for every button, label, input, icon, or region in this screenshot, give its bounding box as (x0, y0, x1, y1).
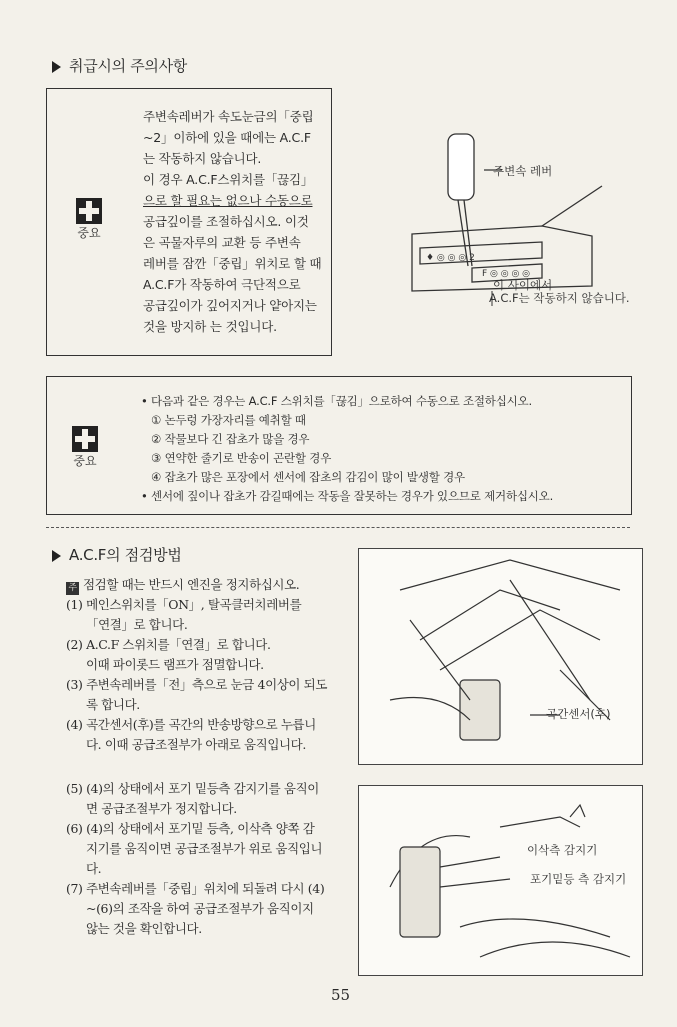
section-divider (46, 527, 630, 528)
manual-adjust-list: • 다음과 같은 경우는 A.C.F 스위치를「끊김」으로하여 수동으로 조절하십시오. ① 논두렁 가장자리를 예취할 때 ② 작물보다 긴 잡초가 많을 경우 ③ 연약한 줄기로 반송이 곤란할 경우 ④ 잡초가 많은 포장에서 센서에 잡초의 감김이 많이 발생할 경우 • 센서에 짚이나 잡초가 감길때에는 작동을 잘못하는 경우가 있으므로 제거하십시오. (141, 394, 554, 503)
page-number: 55 (331, 986, 351, 1004)
important-marker (76, 198, 102, 241)
svg-text:F ◎ ◎ ◎ ◎: F ◎ ◎ ◎ ◎ (482, 269, 531, 279)
note-icon: 주 (66, 582, 79, 595)
check-steps-part1: 주 점검할 때는 반드시 엔진을 정지하십시오. (1) 메인스위치를「ON」, 탈곡클러치레버를 「연결」로 합니다. (2) A.C.F 스위치를「연결」로 합니다. 이때 파이롯드 램프가 점멸합니다. (3) 주변속레버를「전」측으로 눈금 4이상이 되도 록 합니다. (4) 곡간센서(후)를 곡간의 반송방향으로 누릅니 다. 이때 공급조절부가 아래로 움직입니다. (66, 577, 328, 752)
cross-icon (76, 198, 102, 224)
rear-sensor-callout: 곡간센서(후) (546, 707, 611, 721)
precautions-paragraph: 주변속레버가 속도눈금의「중립 ~2」이하에 있을 때에는 A.C.F 는 작동하지 않습니다. 이 경우 A.C.F스위치를「끊김」 으로 할 필요는 없으나 수동으로 공급깊이를 조절하십시오. 이것 은 곡물자루의 교환 등 주변속 레버를 잠깐「중립」위치로 할 때 A.C.F가 작동하여 극단적으로 공급깊이가 깊어지거나 얕아지는 것을 방지하 는 것입니다. (143, 109, 322, 334)
section-heading-precautions: 취급시의 주의사항 (52, 55, 187, 76)
triangle-bullet-icon (52, 550, 61, 562)
important-label: 중요 (77, 226, 101, 240)
triangle-bullet-icon (52, 61, 61, 73)
range-callout-line1: 이 사이에서 (493, 278, 553, 292)
range-callout-line2: A.C.F는 작동하지 않습니다. (489, 291, 630, 305)
check-steps-part2: (5) (4)의 상태에서 포기 밑등측 감지기를 움직이 면 공급조절부가 정지합니다. (6) (4)의 상태에서 포기밑 등측, 이삭측 양쪽 감 지기를 움직이면 공급조절부가 위로 움직입니 다. (7) 주변속레버를「중립」위치에 되돌려 다시 (4) ~(6)의 조작을 하여 공급조절부가 움직이지 않는 것을 확인합니다. (66, 781, 325, 936)
section-heading-acf-check: A.C.F의 점검방법 (52, 544, 182, 565)
important-marker-2 (72, 426, 98, 469)
lever-callout-label: 주변속 레버 (493, 164, 553, 178)
ear-side-sensor-callout: 이삭측 감지기 (527, 843, 598, 857)
svg-text:♦ ◎ ◎ ◎ 2: ♦ ◎ ◎ ◎ 2 (426, 253, 475, 263)
sensor-rear-illustration (360, 550, 640, 761)
stalk-base-sensor-callout: 포기밑등 측 감지기 (530, 872, 627, 886)
important-label: 중요 (73, 454, 97, 468)
cross-icon (72, 426, 98, 452)
